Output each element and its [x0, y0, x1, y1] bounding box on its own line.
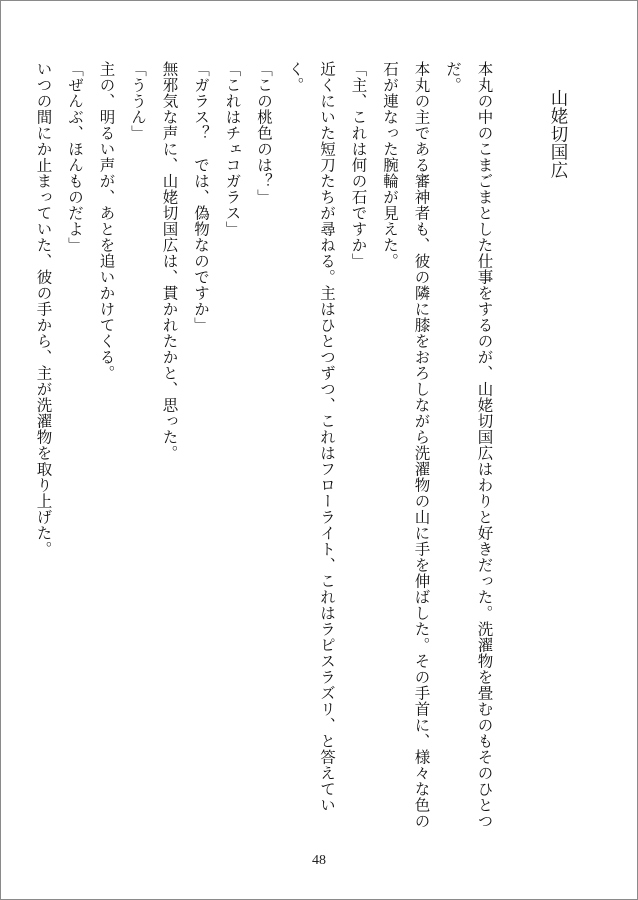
paragraph: 本丸の中のこまごまとした仕事をするのが、山姥切国広はわりと好きだった。洗濯物を畳むのもそのひとつだ。	[444, 61, 494, 829]
paragraph: 「主、これは何の石ですか」	[349, 61, 368, 269]
paragraph: 「この桃色のは？」	[255, 61, 273, 205]
paragraph: 本丸の主である審神者も、彼の隣に膝をおろしながら洗濯物の山に手を伸ばした。その手首に、様々な色の石が連なった腕輪が見えた。	[381, 61, 431, 829]
paragraph: 「これはチェコガラス」	[223, 61, 242, 237]
paragraph: 無邪気な声に、山姥切国広は、貫かれたかと、思った。	[160, 61, 179, 461]
chapter-title: 山姥切国広	[548, 89, 568, 179]
page-number: 48	[312, 853, 326, 868]
paragraph: 近くにいた短刀たちが尋ねる。主はひとつずつ、これはフローライト、これはラピスラズリ、と答えていく。	[286, 61, 336, 813]
paragraph: いつの間にか止まっていた、彼の手から、主が洗濯物を取り上げた。	[34, 61, 53, 557]
paragraph: 「ガラス？ では、偽物なのですか」	[192, 61, 210, 333]
vertical-text-body	[27, 61, 573, 841]
paragraph: 「ぜんぶ、ほんものだよ」	[66, 61, 84, 253]
paragraph: 「ううん」	[129, 61, 147, 141]
paragraph: 主の、明るい声が、あとを追いかけてくる。	[97, 61, 116, 381]
